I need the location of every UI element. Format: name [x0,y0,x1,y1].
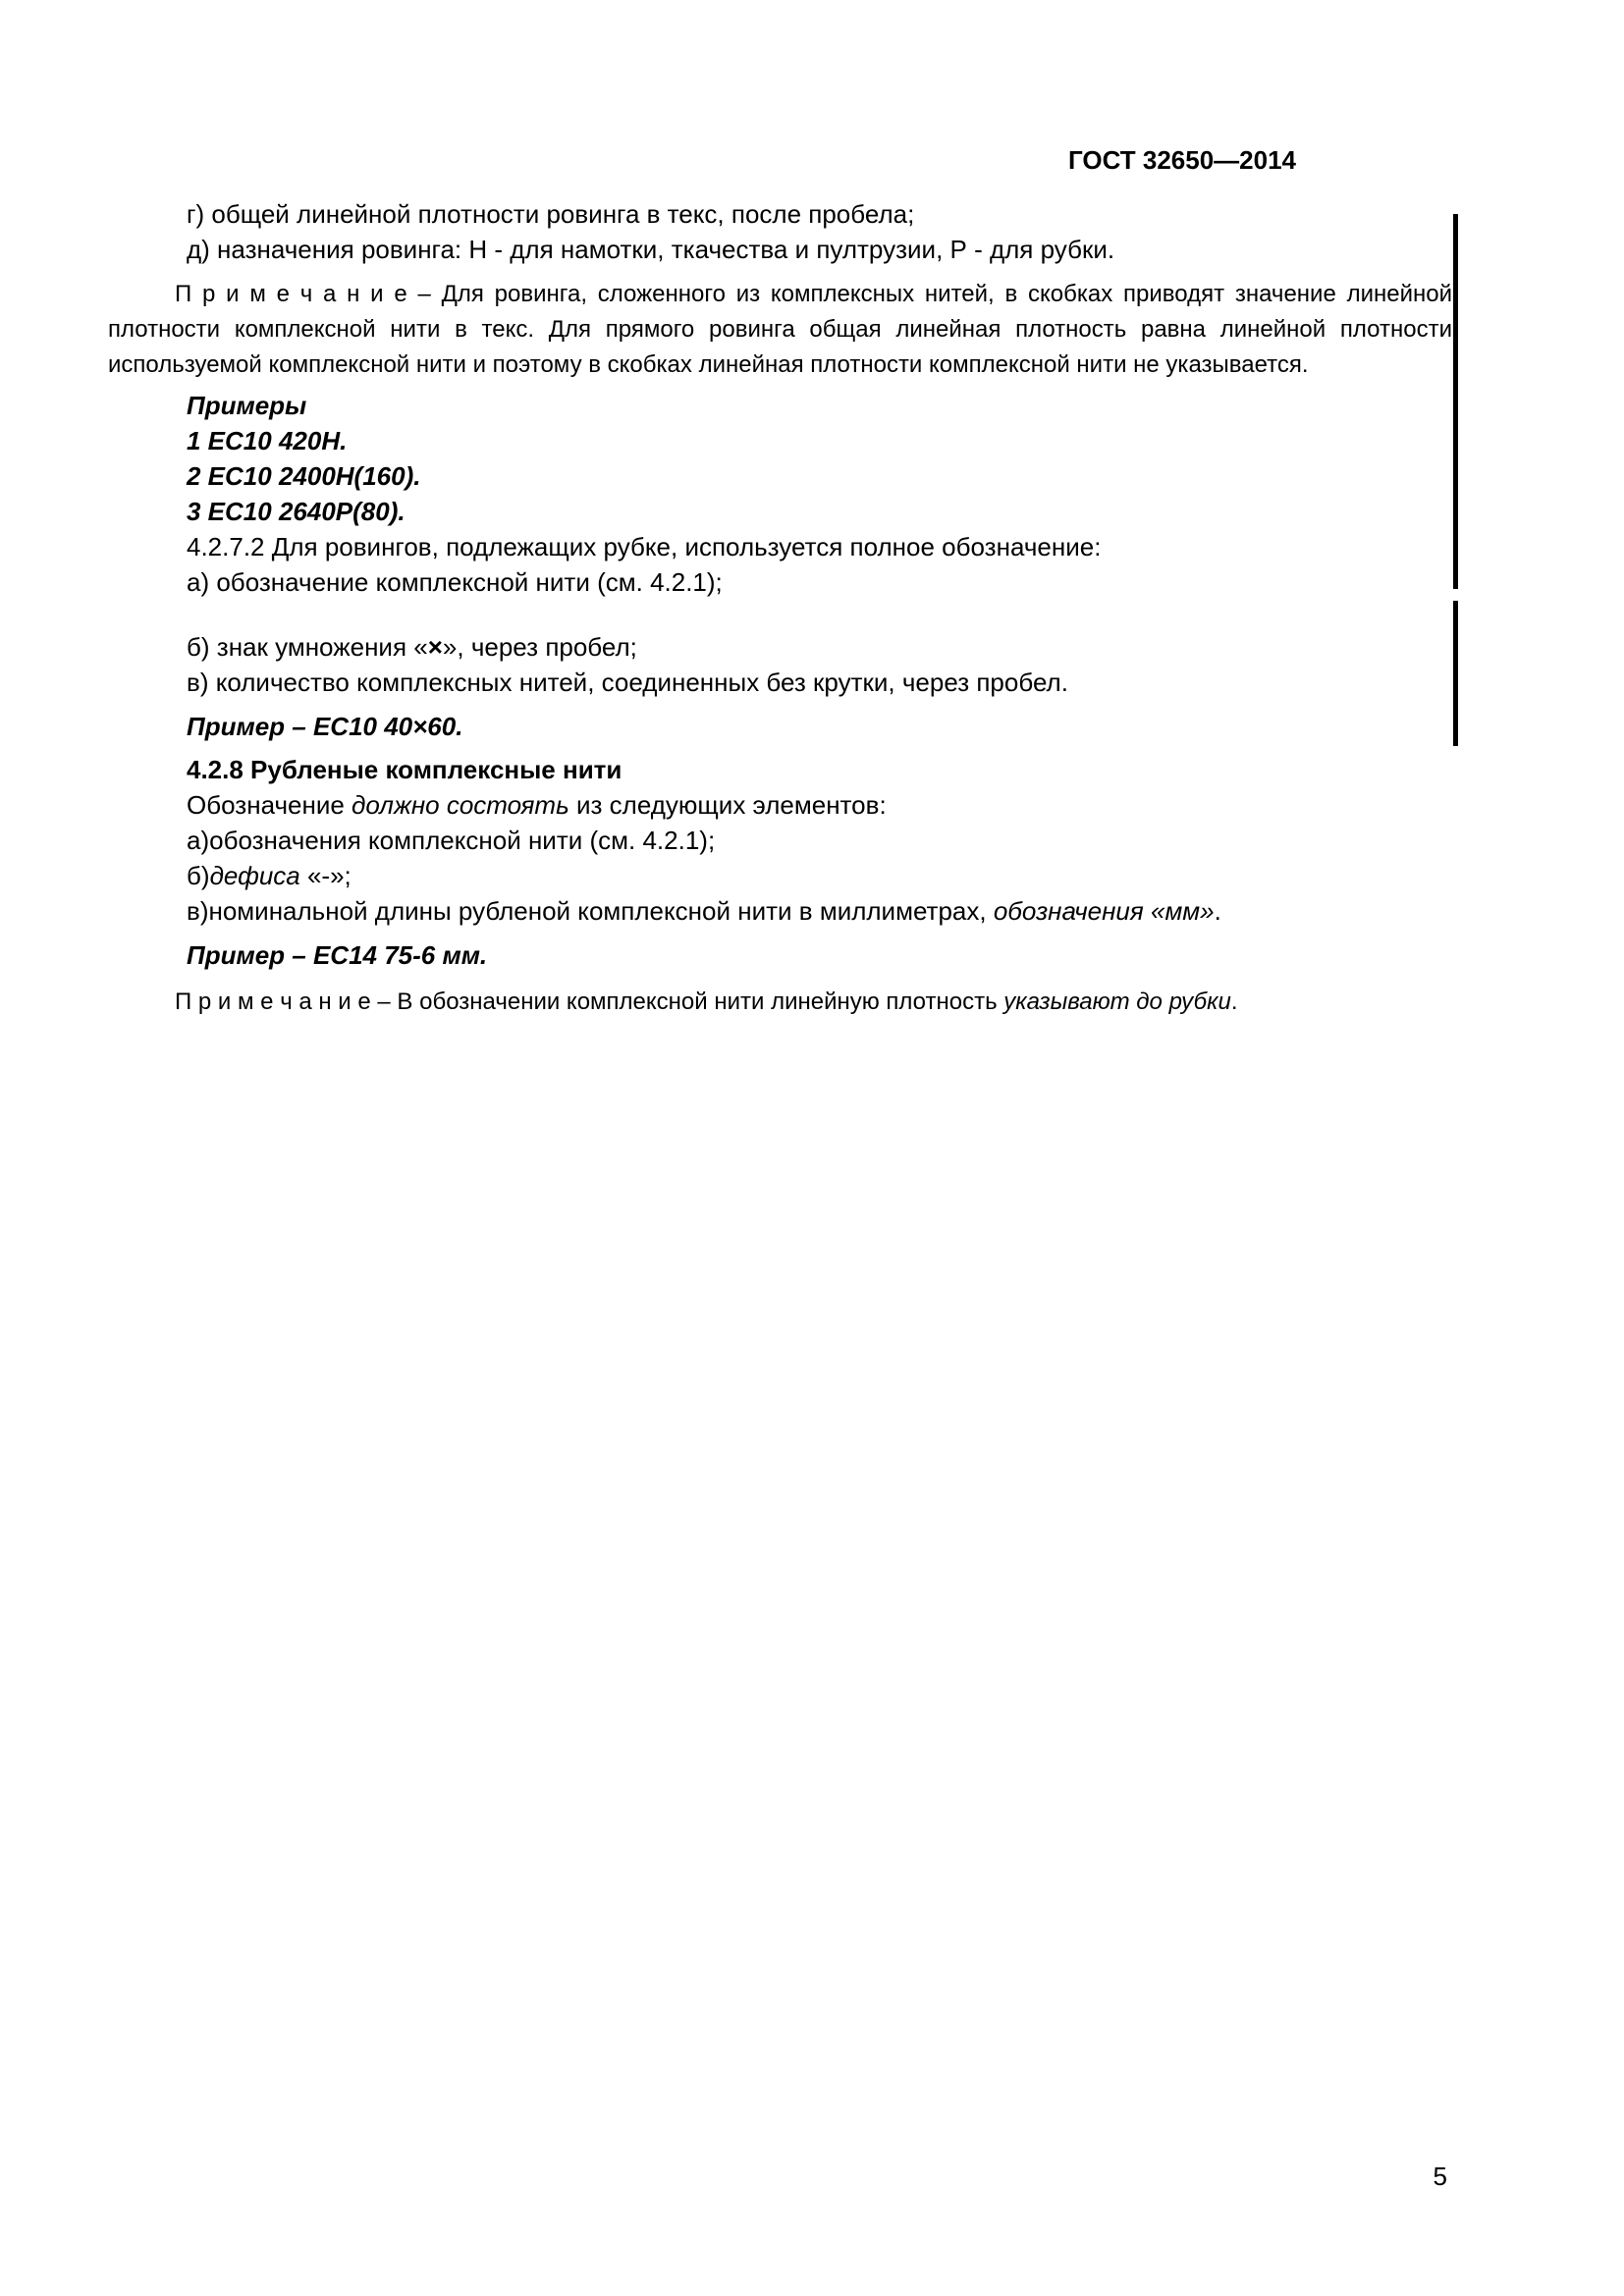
clause-4272-item-a: а) обозначение комплексной нити (см. 4.2.1); [187,567,723,597]
clause-428-intro-post: из следующих элементов: [568,790,887,820]
note-2-text-italic: указывают до рубки [1003,988,1231,1015]
page-content [0,196,1624,1020]
clause-428-item-b-italic: дефиса [209,861,300,890]
note-2-text-pre: В обозначении комплексной нити линейную плотность [390,988,1004,1015]
clause-428-item-v-italic: обозначения «мм» [993,896,1215,926]
example-item-2: 2 ЕС10 2400Н(160). [187,461,421,491]
note-1-text: Для ровинга, сложенного из комплексных нитей, в скобках приводят значение линейной плотности комплексной нити в текс. Для прямого ровинга общая линейная плотность равна линейной плотности используемой комплексной нити и поэтому в скобках линейная плотности комплексной нити не указывается. [108,281,1452,378]
doc-number: ГОСТ 32650—2014 [1068,145,1296,175]
clause-4272-text: 4.2.7.2 Для ровингов, подлежащих рубке, используется полное обозначение: [187,532,1102,561]
note-1 [108,277,1452,383]
clause-428-item-a: а)обозначения комплексной нити (см. 4.2.1); [187,826,716,855]
clause-428-item-b [108,858,1452,893]
list-item-d: д) назначения ровинга: Н - для намотки, ткачества и пултрузии, Р - для рубки. [187,235,1115,264]
clause-4272-item-b [108,629,1452,665]
clause-4272-item-b-pre: б) знак умножения « [187,632,428,662]
note-2-text-post: . [1230,988,1238,1015]
clause-428-intro-italic: должно состоять [352,790,569,820]
page-number: 5 [1433,2162,1447,2191]
clause-428-intro-pre: Обозначение [187,790,352,820]
clause-428-heading: 4.2.8 Рубленые комплексные нити [187,755,623,784]
list-item-g: г) общей линейной плотности ровинга в текс, после пробела; [187,199,915,229]
example-item-1: 1 ЕС10 420Н. [187,426,348,455]
running-header [0,0,1624,177]
clause-428-item-b-pre: б) [187,861,210,890]
examples-title: Примеры [187,391,307,420]
change-bar-1 [1453,214,1458,589]
note-1-label: П р и м е ч а н и е – [175,281,431,307]
clause-428-intro [108,787,1452,823]
clause-428-item-v-pre: в)номинальной длины рубленой комплексной нити в миллиметрах, [187,896,994,926]
example-item-3: 3 ЕС10 2640Р(80). [187,497,406,526]
change-bar-2 [1453,601,1458,746]
clause-428-item-v [108,893,1452,929]
clause-428-item-v-post: . [1214,896,1221,926]
clause-428-example: Пример – ЕС14 75-6 мм. [187,940,488,970]
clause-4272-example: Пример – ЕС10 40×60. [187,712,463,741]
clause-4272-item-b-post: », через пробел; [442,632,637,662]
clause-428-item-b-post: «-»; [299,861,352,890]
clause-4272-item-v: в) количество комплексных нитей, соединенных без крутки, через пробел. [187,667,1068,697]
note-2 [108,985,1452,1020]
note-2-label: П р и м е ч а н и е – [175,988,391,1015]
multiplication-sign: × [427,632,443,662]
